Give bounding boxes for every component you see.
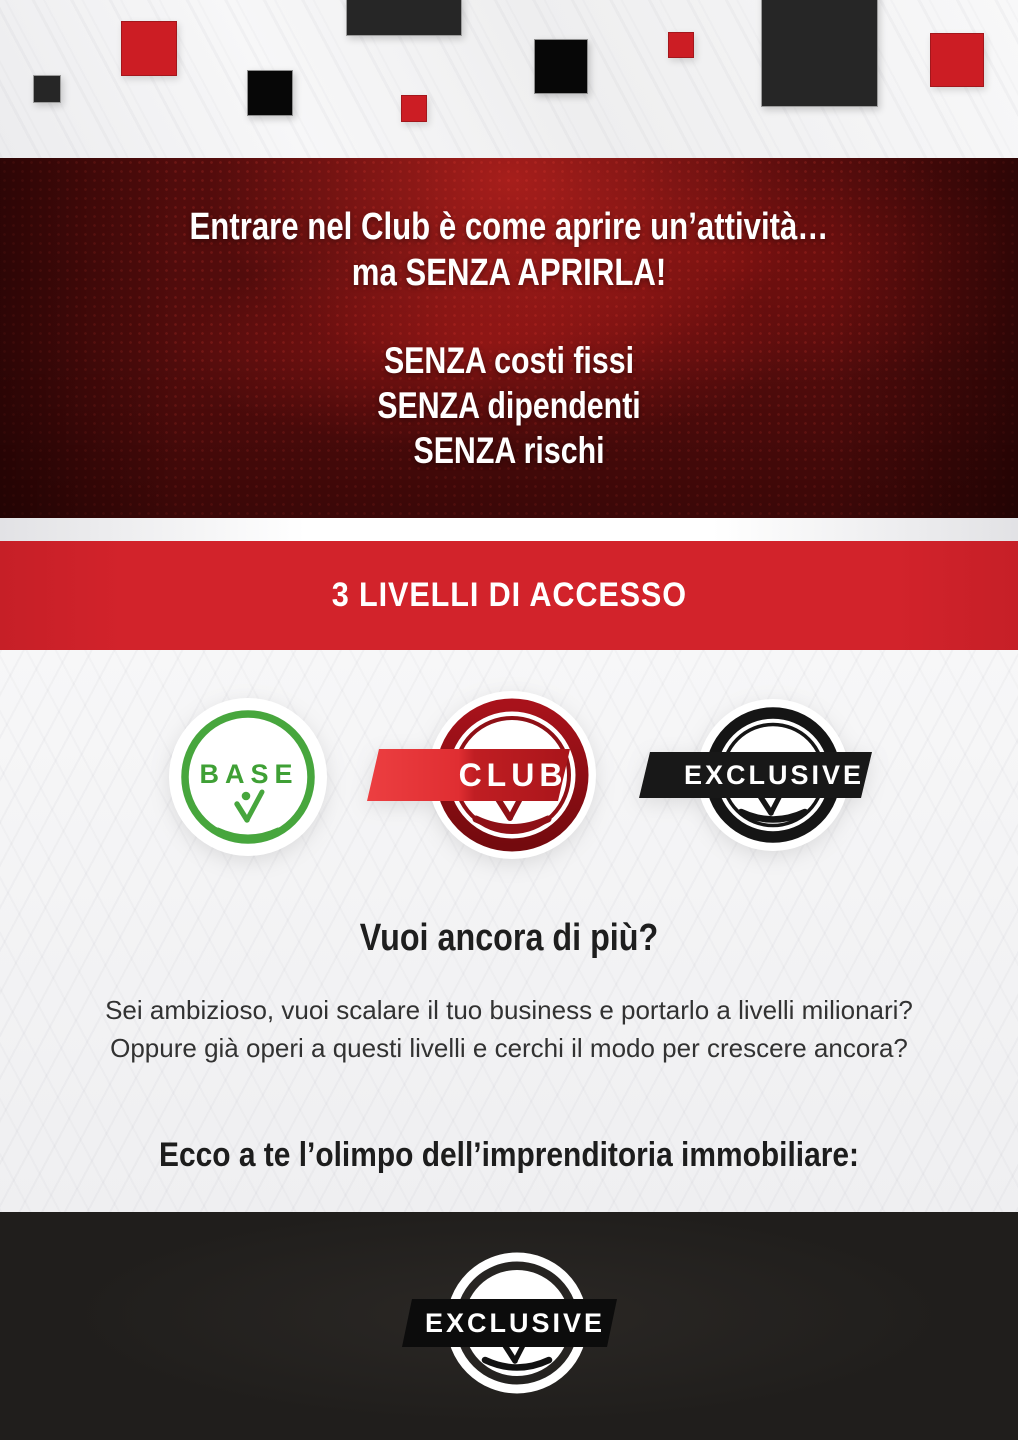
badge-club	[302, 675, 602, 875]
decor-square	[401, 95, 427, 122]
divider-strip	[0, 518, 1018, 541]
more-paragraph: Sei ambizioso, vuoi scalare il tuo business e portarlo a livelli milionari? Oppure già operi a questi livelli e cerchi il modo per crescere ancora?	[105, 995, 913, 1063]
badge-base-label: BASE	[199, 759, 299, 789]
banner-bullet: SENZA dipendenti	[377, 385, 641, 426]
banner-headline-line1: Entrare nel Club è come aprire un’attività…	[189, 206, 829, 248]
decor-square	[668, 32, 694, 58]
badge-club-label: CLUB	[458, 757, 568, 793]
banner-headline-line2: ma SENZA APRIRLA!	[351, 252, 667, 294]
badge-exclusive	[613, 685, 883, 865]
top-decoration	[0, 0, 1018, 158]
decor-square	[761, 0, 878, 107]
section-title: 3 LIVELLI DI ACCESSO	[331, 576, 687, 614]
badge-exclusive-label: EXCLUSIVE	[683, 760, 865, 790]
levels-section	[0, 650, 1018, 1212]
more-heading: Vuoi ancora di più?	[359, 917, 659, 959]
footer-section	[0, 1212, 1018, 1440]
hero-banner	[0, 158, 1018, 518]
decor-square	[346, 0, 462, 36]
banner-bullets	[0, 338, 1018, 473]
banner-bullet: SENZA costi fissi	[383, 340, 635, 381]
olimpo-heading: Ecco a te l’olimpo dell’imprenditoria immobiliare:	[159, 1136, 859, 1174]
decor-square	[534, 39, 588, 94]
badge-exclusive-footer	[387, 1238, 647, 1408]
decor-square	[121, 21, 177, 76]
decor-square	[930, 33, 984, 87]
badge-exclusive-footer-label: EXCLUSIVE	[424, 1308, 606, 1338]
decor-square	[247, 70, 293, 116]
section-title-bar	[0, 541, 1018, 650]
banner-bullet: SENZA rischi	[413, 430, 605, 471]
decor-square	[33, 75, 61, 103]
